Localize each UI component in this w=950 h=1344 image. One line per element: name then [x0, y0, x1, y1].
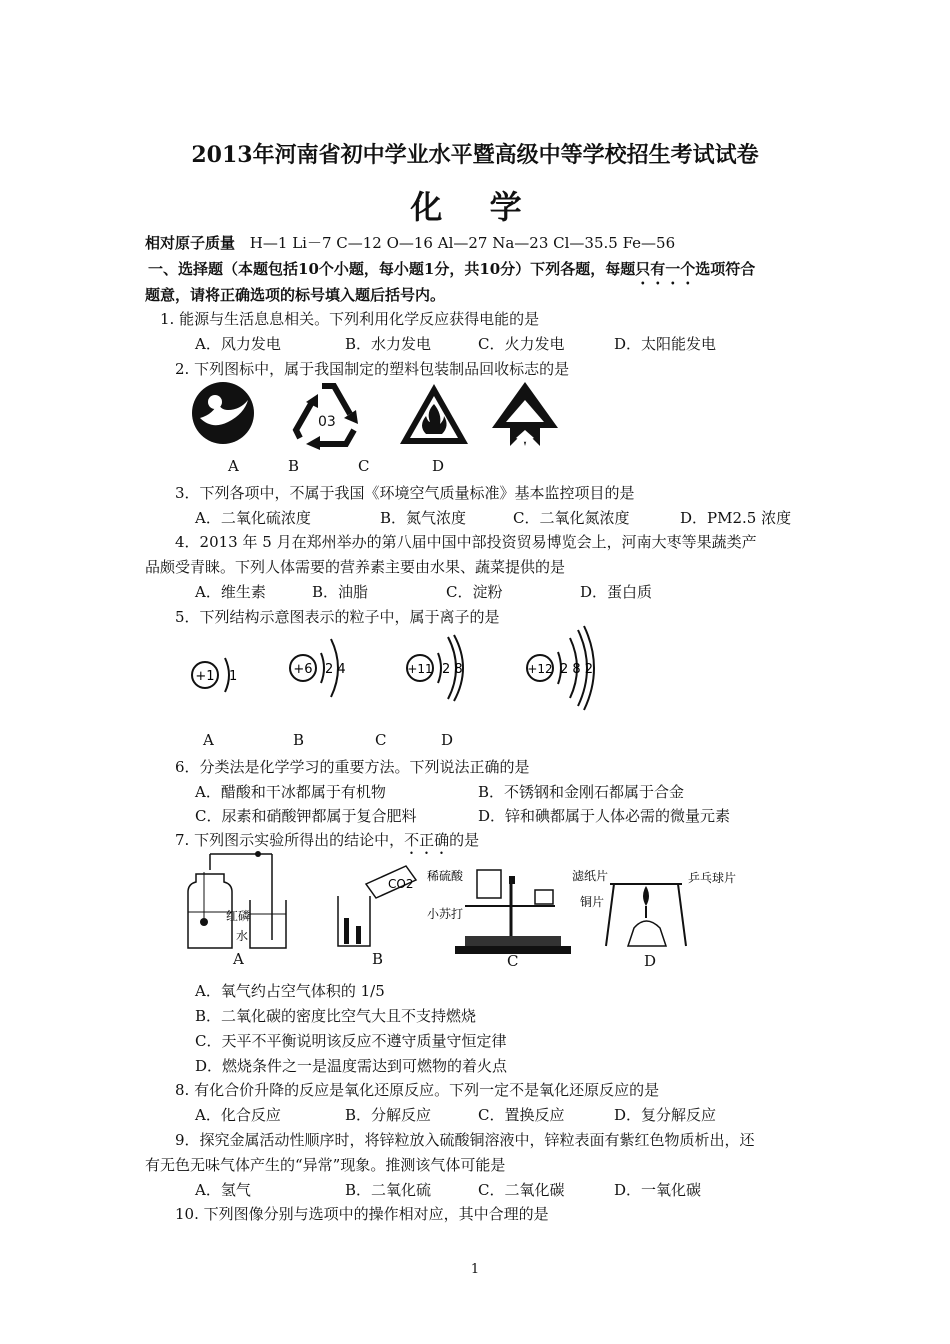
section1-intro-b: 选项符合: [695, 260, 756, 278]
q5-shells-d: 2 8 2: [560, 662, 594, 677]
q9-option-a: A．氢气: [195, 1181, 251, 1199]
q7-figure-d: [570, 862, 737, 962]
q3-stem: 3．下列各项中，不属于我国《环境空气质量标准》基本监控项目的是: [175, 484, 635, 502]
q4-stem-b: 品颇受青睐。下列人体需要的营养素主要由水果、蔬菜提供的是: [145, 558, 566, 576]
q7-label-b: B: [372, 950, 384, 968]
q8-option-c: C．置换反应: [478, 1106, 565, 1124]
q3-option-a: A．二氧化硫浓度: [195, 509, 311, 527]
q2-icon-b-recycle: [292, 380, 364, 450]
q4-option-d: D．蛋白质: [580, 583, 653, 601]
q7-figure-c: [425, 862, 565, 957]
page-number: 1: [470, 1262, 480, 1277]
q5-diagram-d: [522, 622, 632, 718]
q9-option-b: B．二氧化硫: [345, 1181, 432, 1199]
q5-nucleus-b: +6: [293, 662, 313, 677]
q7-option-a: A．氧气约占空气体积的 1/5: [195, 982, 385, 1000]
q7-fig-d-copper: 铜片: [580, 895, 605, 909]
q7-option-b: B．二氧化碳的密度比空气大且不支持燃烧: [195, 1007, 477, 1025]
q8-option-d: D．复分解反应: [614, 1106, 717, 1124]
q5-shells-b: 2 4: [325, 662, 346, 677]
q1-option-c: C．火力发电: [478, 335, 565, 353]
q9-stem-b: 有无色无味气体产生的“异常”现象。推测该气体可能是: [145, 1156, 506, 1174]
q3-option-c: C．二氧化氮浓度: [513, 509, 630, 527]
q7-stem-b: 的是: [449, 831, 480, 849]
q6-option-b: B．不锈钢和金刚石都属于合金: [478, 783, 685, 801]
q7-fig-b-co2: CO2: [388, 877, 414, 891]
atomic-mass-line: [145, 232, 675, 253]
q5-shells-c: 2 8: [442, 662, 463, 677]
q2-stem: 2. 下列图标中，属于我国制定的塑料包装制品回收标志的是: [175, 360, 570, 378]
q5-label-b: B: [293, 731, 305, 749]
q5-shells-a: 1: [229, 669, 238, 684]
subject-title: 化 学: [410, 188, 540, 226]
q5-diagram-c: [402, 625, 492, 715]
q7-fig-a-red-p: 红磷: [226, 909, 251, 923]
q6-option-d: D．锌和碘都属于人体必需的微量元素: [478, 807, 731, 825]
q6-stem: 6．分类法是化学学习的重要方法。下列说法正确的是: [175, 758, 530, 776]
q5-diagram-a: [185, 630, 255, 710]
q4-option-c: C．淀粉: [446, 583, 503, 601]
q5-label-d: D: [441, 731, 454, 749]
atomic-mass-label: 相对原子质量: [145, 234, 236, 252]
q7-stem-a: 7. 下列图示实验所得出的结论中，: [175, 831, 405, 849]
q3-option-d: D．PM2.5 浓度: [680, 509, 792, 527]
q8-option-b: B．分解反应: [345, 1106, 432, 1124]
q6-option-c: C．尿素和硝酸钾都属于复合肥料: [195, 807, 417, 825]
q8-option-a: A．化合反应: [195, 1106, 281, 1124]
q7-figure-a: [180, 852, 290, 957]
q7-fig-a-water: 水: [236, 929, 249, 943]
q2-label-d: D: [432, 457, 445, 475]
q7-label-a: A: [233, 950, 244, 968]
q4-stem-a: 4．2013 年 5 月在郑州举办的第八届中国中部投资贸易博览会上，河南大枣等果蔬类产: [175, 533, 757, 551]
q5-label-a: A: [203, 731, 214, 749]
q7-fig-d-filter: 滤纸片: [572, 869, 609, 883]
q1-option-a: A．风力发电: [195, 335, 281, 353]
q2-label-b: B: [288, 457, 300, 475]
q8-stem: 8. 有化合价升降的反应是氧化还原反应。下列一定不是氧化还原反应的是: [175, 1081, 660, 1099]
q9-option-d: D．一氧化碳: [614, 1181, 702, 1199]
q4-option-b: B．油脂: [312, 583, 369, 601]
q6-option-a: A．醋酸和干冰都属于有机物: [195, 783, 386, 801]
q7-fig-c-soda: 小苏打: [427, 907, 464, 921]
q2-icon-c-flammable: [398, 380, 470, 448]
section1-intro-c: 题意，请将正确选项的标号填入题后括号内。: [145, 286, 446, 304]
q2-icon-a: [190, 380, 260, 450]
section1-intro-a: 一、选择题（本题包括10个小题，每小题1分，共10分）下列各题，每题: [148, 260, 636, 278]
q7-option-c: C．天平不平衡说明该反应不遵守质量守恒定律: [195, 1032, 507, 1050]
section1-intro-emphasis: 只有一个: [635, 260, 696, 278]
atomic-mass-values: H—1 Li－7 C—12 O—16 Al—27 Na—23 Cl—35.5 Fe—56: [249, 234, 676, 252]
q5-nucleus-c: +11: [407, 662, 433, 676]
q7-option-d: D．燃烧条件之一是温度需达到可燃物的着火点: [195, 1057, 508, 1075]
q7-stem-emphasis: 不正确: [404, 831, 450, 849]
q5-stem: 5．下列结构示意图表示的粒子中，属于离子的是: [175, 608, 500, 626]
q1-option-d: D．太阳能发电: [614, 335, 717, 353]
q7-fig-c-acid: 稀硫酸: [427, 869, 464, 883]
q2-label-c: C: [358, 457, 370, 475]
q9-stem-a: 9．探究金属活动性顺序时，将锌粒放入硫酸铜溶液中，锌粒表面有紫红色物质析出，还: [175, 1131, 755, 1149]
q7-fig-d-pingpong: 乒乓球片: [688, 871, 737, 885]
q7-figure-b: [330, 860, 420, 955]
page-title: 2013年河南省初中学业水平暨高级中等学校招生考试试卷: [191, 142, 759, 168]
q2-icon-d-recycle: [490, 380, 560, 450]
q5-nucleus-a: +1: [195, 669, 215, 684]
q2-label-a: A: [228, 457, 239, 475]
q5-label-c: C: [375, 731, 387, 749]
q1-stem: 1. 能源与生活息息相关。下列利用化学反应获得电能的是: [160, 310, 540, 328]
q7-label-c: C: [507, 952, 519, 970]
q10-stem: 10. 下列图像分别与选项中的操作相对应，其中合理的是: [175, 1205, 549, 1223]
q5-nucleus-d: +12: [527, 662, 553, 676]
q2-icon-b-text: 03: [318, 414, 336, 430]
q7-label-d: D: [644, 952, 657, 970]
q9-option-c: C．二氧化碳: [478, 1181, 565, 1199]
q3-option-b: B．氮气浓度: [380, 509, 467, 527]
q5-diagram-b: [285, 625, 375, 715]
q1-option-b: B．水力发电: [345, 335, 432, 353]
q4-option-a: A．维生素: [195, 583, 266, 601]
